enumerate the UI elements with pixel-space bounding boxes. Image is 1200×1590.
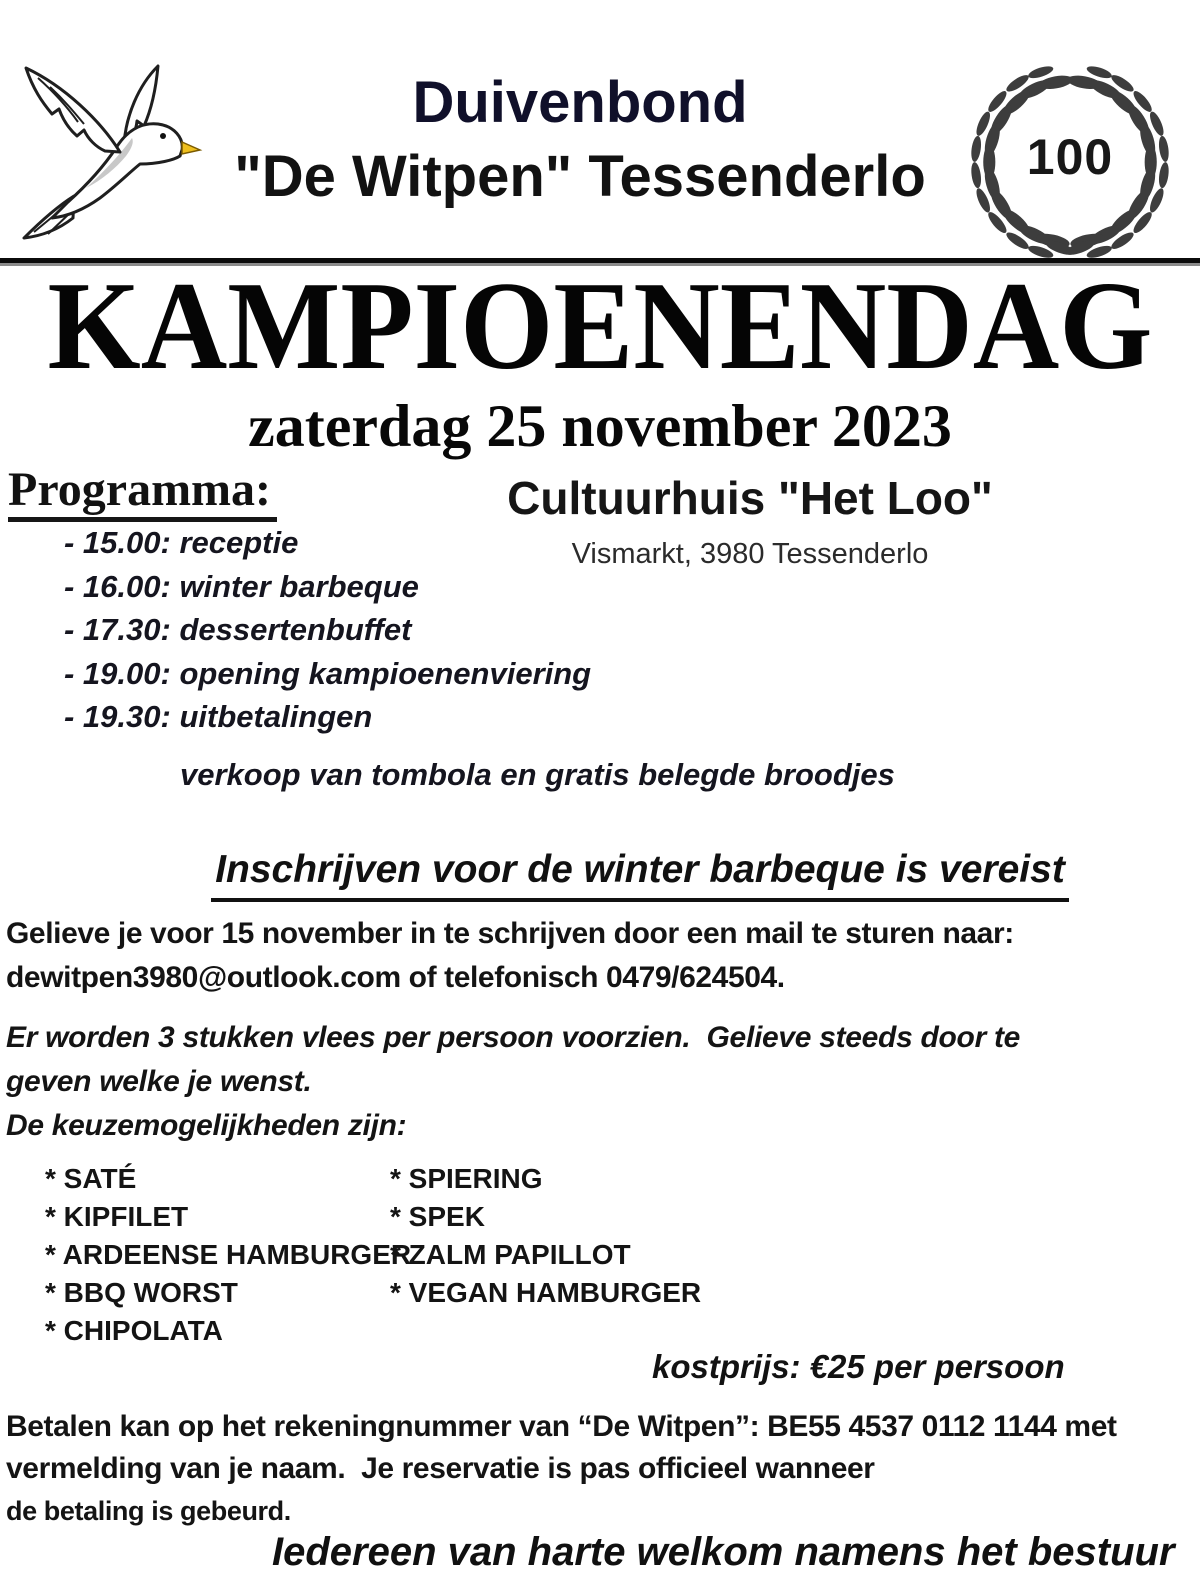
club-name: "De Witpen" Tessenderlo [234, 144, 926, 209]
program-item: - 15.00: receptie [64, 525, 299, 560]
menu-item: * SPEK [390, 1201, 485, 1232]
payment-paragraph [6, 1406, 1117, 1532]
menu-item: * SATÉ [45, 1163, 137, 1194]
menu-item: * VEGAN HAMBURGER [390, 1277, 702, 1308]
menu-item: * ZALM PAPILLOT [390, 1239, 631, 1270]
registration-paragraph [6, 912, 1014, 1000]
menu-item: * SPIERING [390, 1163, 543, 1194]
anniversary-wreath [956, 58, 1184, 260]
program-item: - 17.30: dessertenbuffet [64, 612, 412, 647]
menu-intro-line: De keuzemogelijkheden zijn: [6, 1109, 407, 1142]
payment-line: Betalen kan op het rekeningnummer van “De Witpen”: BE55 4537 0112 1144 met [6, 1410, 1117, 1443]
venue-address: Vismarkt, 3980 Tessenderlo [571, 538, 929, 570]
menu-item: * ARDEENSE HAMBURGER [45, 1239, 412, 1270]
program-list [64, 521, 591, 739]
menu-column-left [45, 1160, 412, 1350]
dove-beak [182, 142, 200, 154]
registration-heading: Inschrijven voor de winter barbeque is vereist [211, 846, 1069, 902]
payment-line: vermelding van je naam. Je reservatie is pas officieel wanneer [6, 1452, 875, 1485]
dove-eye [160, 133, 166, 139]
event-title: KAMPIOENENDAG [47, 276, 1153, 382]
menu-options [45, 1160, 701, 1350]
program-note: verkoop van tombola en gratis belegde broodjes [180, 757, 895, 792]
footer-welcome-line: Iedereen van harte welkom namens het bestuur [272, 1530, 1175, 1574]
header-divider-rule [0, 258, 1200, 266]
price-line: kostprijs: €25 per persoon [652, 1348, 1065, 1385]
anniversary-number: 100 [1026, 129, 1114, 185]
club-header [200, 66, 960, 214]
registration-contact-line: dewitpen3980@outlook.com of telefonisch 0479/624504. [6, 961, 785, 994]
menu-intro-line: geven welke je wenst. [6, 1065, 312, 1098]
menu-intro [6, 1016, 1020, 1148]
registration-line: Gelieve je voor 15 november in te schrijven door een mail te sturen naar: [6, 917, 1014, 950]
organization-name: Duivenbond [412, 70, 748, 135]
dove-logo-image [12, 54, 212, 248]
event-date: zaterdag 25 november 2023 [248, 393, 952, 459]
program-item: - 16.00: winter barbeque [64, 568, 419, 604]
program-item: - 19.00: opening kampioenenviering [64, 655, 592, 691]
menu-item: * CHIPOLATA [45, 1315, 223, 1346]
menu-item: * KIPFILET [45, 1201, 189, 1232]
menu-intro-line: Er worden 3 stukken vlees per persoon voorzien. Gelieve steeds door te [6, 1021, 1021, 1054]
payment-line: de betaling is gebeurd. [6, 1496, 291, 1526]
program-heading: Programma: [8, 464, 277, 522]
menu-item: * BBQ WORST [45, 1277, 238, 1308]
program-item: - 19.30: uitbetalingen [64, 699, 373, 734]
registration-heading-wrap [80, 846, 1200, 902]
venue-name: Cultuurhuis "Het Loo" [507, 472, 993, 524]
menu-column-right [390, 1160, 701, 1350]
event-title-block [20, 276, 1180, 382]
